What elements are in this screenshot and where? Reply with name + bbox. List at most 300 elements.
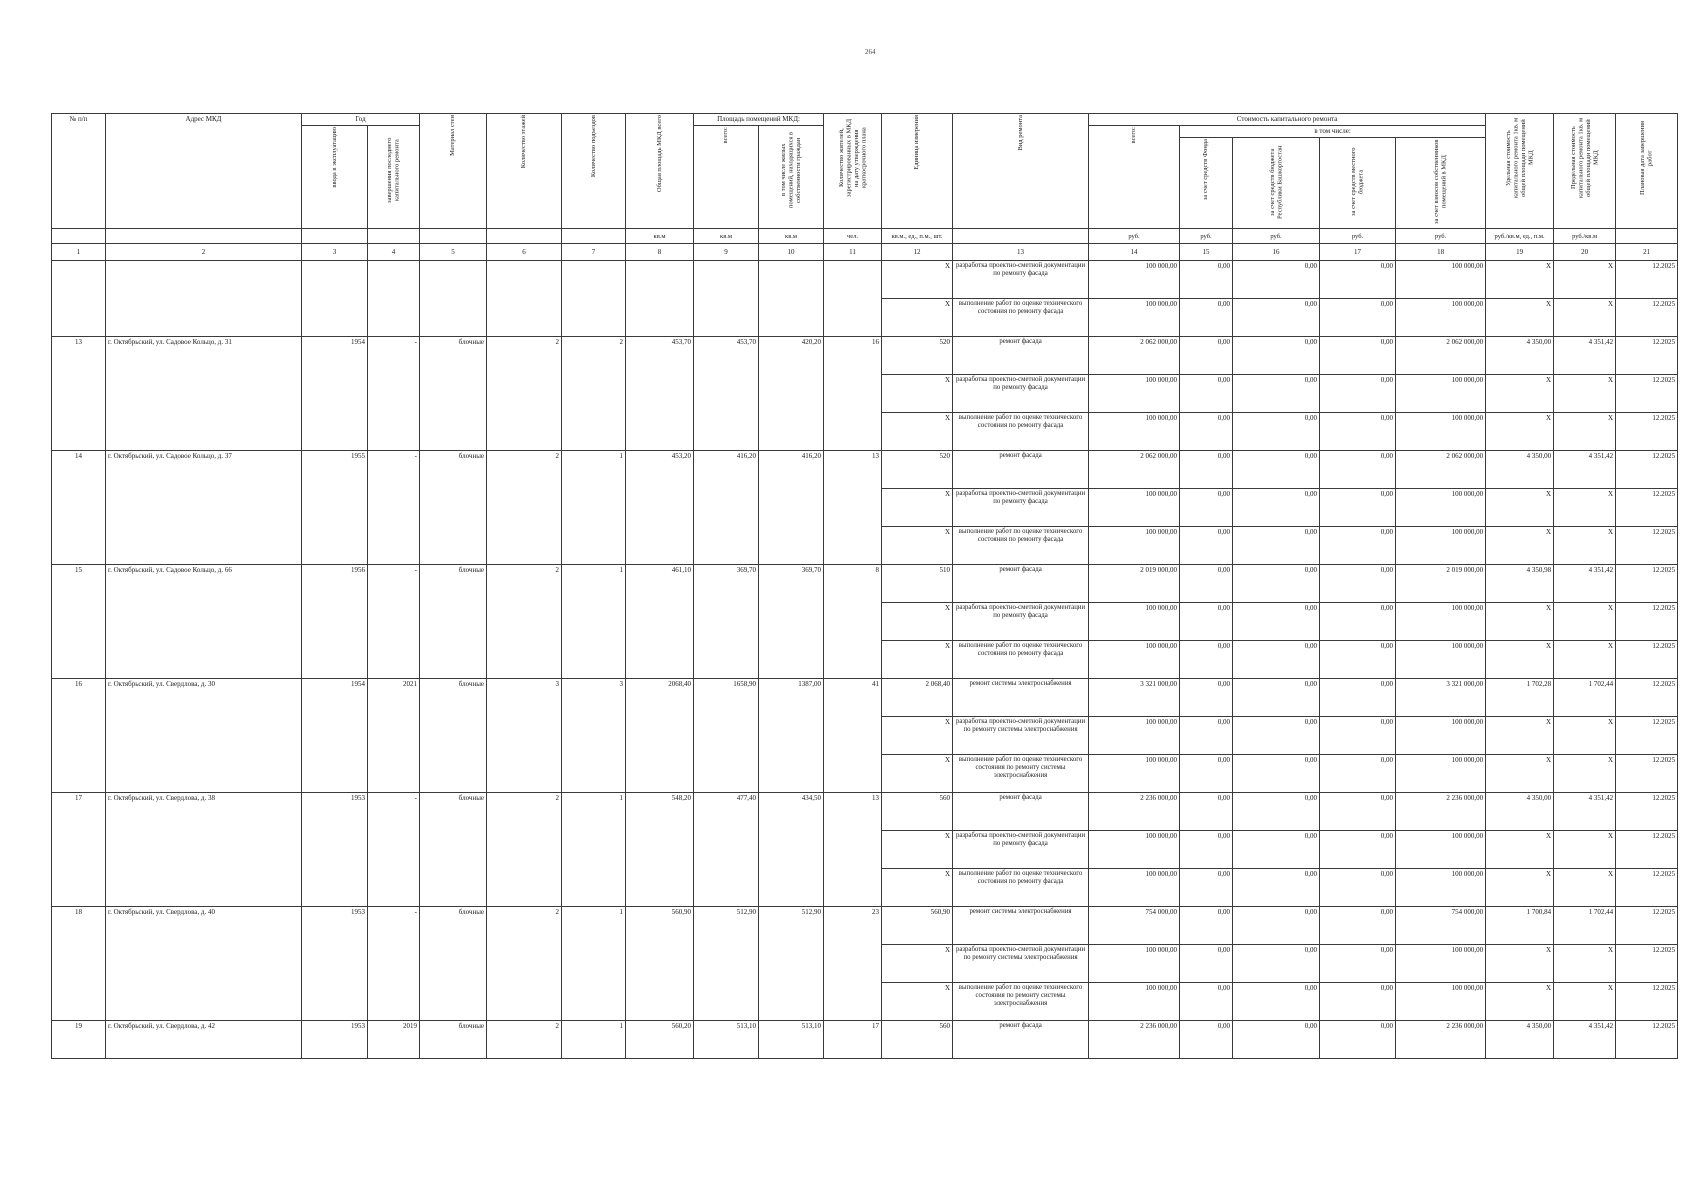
empty-cell [759, 261, 824, 337]
cost-fund: 0,00 [1180, 831, 1233, 869]
max-cost: X [1554, 641, 1616, 679]
max-cost: 4 351,42 [1554, 1021, 1616, 1059]
cost-owners: 100 000,00 [1396, 641, 1486, 679]
unit-cell: руб. [1180, 229, 1233, 244]
cost-local: 0,00 [1320, 983, 1396, 1021]
unit-value: 510 [882, 565, 953, 603]
planned-date: 12.2025 [1616, 831, 1678, 869]
premises-area: 513,10 [694, 1021, 759, 1059]
house-address: г. Октябрьский, ул. Свердлова, д. 38 [106, 793, 302, 907]
house-number: 18 [52, 907, 106, 1021]
house-address: г. Октябрьский, ул. Садовое Кольцо, д. 37 [106, 451, 302, 565]
cost-total: 2 062 000,00 [1089, 451, 1180, 489]
column-numbers-row [52, 244, 1678, 261]
unit-value: X [882, 261, 953, 299]
unit-cell [106, 229, 302, 244]
work-type: разработка проектно-сметной документации по ремонту фасада [953, 831, 1089, 869]
cost-fund: 0,00 [1180, 527, 1233, 565]
work-type: разработка проектно-сметной документации по ремонту системы электроснабжения [953, 945, 1089, 983]
cost-fund: 0,00 [1180, 489, 1233, 527]
floors-count: 2 [487, 907, 562, 1021]
unit-cell: руб. [1396, 229, 1486, 244]
header-address: Адрес МКД [106, 114, 302, 229]
cost-fund: 0,00 [1180, 793, 1233, 831]
header-cost-total: всего: [1089, 126, 1180, 229]
table-row [52, 565, 1678, 603]
cost-owners: 100 000,00 [1396, 261, 1486, 299]
unit-value: X [882, 831, 953, 869]
cost-total: 100 000,00 [1089, 755, 1180, 793]
cost-total: 2 019 000,00 [1089, 565, 1180, 603]
unit-cell: кв.м [759, 229, 824, 244]
premises-area: 1658,90 [694, 679, 759, 793]
cost-total: 100 000,00 [1089, 527, 1180, 565]
house-number: 19 [52, 1021, 106, 1059]
cost-local: 0,00 [1320, 945, 1396, 983]
work-type: ремонт фасада [953, 793, 1089, 831]
column-number-cell: 11 [824, 244, 882, 261]
column-number-cell: 8 [626, 244, 694, 261]
specific-cost: 1 702,28 [1486, 679, 1554, 717]
header-premises-residential: в том числе жилых помещений, находящихся в собственности граждан [759, 126, 824, 229]
header-cost-including: в том числе: [1180, 126, 1486, 138]
planned-date: 12.2025 [1616, 1021, 1678, 1059]
cost-fund: 0,00 [1180, 983, 1233, 1021]
cost-republic: 0,00 [1233, 299, 1320, 337]
cost-fund: 0,00 [1180, 261, 1233, 299]
page-number: 264 [865, 48, 876, 56]
residents-count: 8 [824, 565, 882, 679]
cost-republic: 0,00 [1233, 413, 1320, 451]
year-last-repair: 2019 [368, 1021, 420, 1059]
specific-cost: 4 350,98 [1486, 565, 1554, 603]
unit-value: X [882, 641, 953, 679]
column-number-cell: 17 [1320, 244, 1396, 261]
entrances-count: 1 [562, 565, 626, 679]
year-commissioning: 1954 [302, 337, 368, 451]
cost-republic: 0,00 [1233, 869, 1320, 907]
max-cost: X [1554, 261, 1616, 299]
cost-republic: 0,00 [1233, 641, 1320, 679]
wall-material: блочные [420, 565, 487, 679]
unit-value: X [882, 375, 953, 413]
unit-value: X [882, 603, 953, 641]
specific-cost: X [1486, 261, 1554, 299]
column-number-cell: 13 [953, 244, 1089, 261]
work-type: ремонт фасада [953, 1021, 1089, 1059]
entrances-count: 1 [562, 1021, 626, 1059]
table-row [52, 261, 1678, 299]
house-address: г. Октябрьский, ул. Свердлова, д. 40 [106, 907, 302, 1021]
cost-owners: 100 000,00 [1396, 945, 1486, 983]
total-area: 453,20 [626, 451, 694, 565]
work-type: выполнение работ по оценке технического состояния по ремонту фасада [953, 869, 1089, 907]
max-cost: X [1554, 299, 1616, 337]
specific-cost: X [1486, 299, 1554, 337]
cost-total: 100 000,00 [1089, 261, 1180, 299]
cost-local: 0,00 [1320, 907, 1396, 945]
planned-date: 12.2025 [1616, 907, 1678, 945]
unit-value: 560,90 [882, 907, 953, 945]
planned-date: 12.2025 [1616, 717, 1678, 755]
work-type: ремонт системы электроснабжения [953, 907, 1089, 945]
unit-cell [52, 229, 106, 244]
header-premises-group: Площадь помещений МКД: [694, 114, 824, 126]
entrances-count: 3 [562, 679, 626, 793]
cost-republic: 0,00 [1233, 907, 1320, 945]
cost-total: 100 000,00 [1089, 375, 1180, 413]
cost-fund: 0,00 [1180, 413, 1233, 451]
empty-cell [487, 261, 562, 337]
cost-total: 100 000,00 [1089, 717, 1180, 755]
cost-republic: 0,00 [1233, 1021, 1320, 1059]
floors-count: 2 [487, 793, 562, 907]
work-type: выполнение работ по оценке технического состояния по ремонту фасада [953, 641, 1089, 679]
unit-value: 560 [882, 793, 953, 831]
unit-value: 560 [882, 1021, 953, 1059]
planned-date: 12.2025 [1616, 261, 1678, 299]
house-address: г. Октябрьский, ул. Садовое Кольцо, д. 66 [106, 565, 302, 679]
unit-value: X [882, 527, 953, 565]
work-type: ремонт фасада [953, 337, 1089, 375]
total-area: 461,10 [626, 565, 694, 679]
cost-owners: 100 000,00 [1396, 527, 1486, 565]
house-number: 13 [52, 337, 106, 451]
max-cost: 4 351,42 [1554, 793, 1616, 831]
unit-cell [487, 229, 562, 244]
column-number-cell: 10 [759, 244, 824, 261]
work-type: разработка проектно-сметной документации по ремонту фасада [953, 603, 1089, 641]
cost-total: 100 000,00 [1089, 603, 1180, 641]
empty-cell [368, 261, 420, 337]
cost-republic: 0,00 [1233, 489, 1320, 527]
max-cost: 1 702,44 [1554, 907, 1616, 945]
cost-owners: 100 000,00 [1396, 375, 1486, 413]
year-last-repair: - [368, 451, 420, 565]
wall-material: блочные [420, 337, 487, 451]
cost-owners: 2 062 000,00 [1396, 337, 1486, 375]
empty-cell [824, 261, 882, 337]
planned-date: 12.2025 [1616, 299, 1678, 337]
cost-total: 2 236 000,00 [1089, 1021, 1180, 1059]
header-residents: Количество жителей, зарегистрированных в МКД на дату утверждения краткосрочного плана [824, 114, 882, 229]
cost-local: 0,00 [1320, 831, 1396, 869]
cost-local: 0,00 [1320, 527, 1396, 565]
house-number: 17 [52, 793, 106, 907]
residents-count: 13 [824, 451, 882, 565]
cost-local: 0,00 [1320, 1021, 1396, 1059]
entrances-count: 2 [562, 337, 626, 451]
specific-cost: X [1486, 375, 1554, 413]
cost-fund: 0,00 [1180, 375, 1233, 413]
table-row [52, 451, 1678, 489]
year-last-repair: - [368, 907, 420, 1021]
cost-owners: 100 000,00 [1396, 831, 1486, 869]
specific-cost: 4 350,00 [1486, 337, 1554, 375]
cost-local: 0,00 [1320, 299, 1396, 337]
cost-owners: 3 321 000,00 [1396, 679, 1486, 717]
residential-area: 512,90 [759, 907, 824, 1021]
header-year-last-repair: завершения последнего капитального ремонта [368, 126, 420, 229]
cost-owners: 100 000,00 [1396, 603, 1486, 641]
empty-cell [694, 261, 759, 337]
max-cost: 4 351,42 [1554, 337, 1616, 375]
cost-local: 0,00 [1320, 793, 1396, 831]
column-number-cell: 15 [1180, 244, 1233, 261]
column-number-cell: 7 [562, 244, 626, 261]
table-row [52, 1021, 1678, 1059]
cost-owners: 2 019 000,00 [1396, 565, 1486, 603]
empty-cell [626, 261, 694, 337]
work-type: ремонт системы электроснабжения [953, 679, 1089, 717]
work-type: выполнение работ по оценке технического состояния по ремонту системы электроснабжения [953, 755, 1089, 793]
specific-cost: 1 700,84 [1486, 907, 1554, 945]
header-premises-all: всего: [694, 126, 759, 229]
house-address: г. Октябрьский, ул. Свердлова, д. 42 [106, 1021, 302, 1059]
column-number-cell: 16 [1233, 244, 1320, 261]
cost-fund: 0,00 [1180, 565, 1233, 603]
house-number: 14 [52, 451, 106, 565]
header-specific-cost: Удельная стоимость капитального ремонта 1кв. м общей площади помещений МКД [1486, 114, 1554, 229]
cost-fund: 0,00 [1180, 603, 1233, 641]
cost-local: 0,00 [1320, 413, 1396, 451]
unit-value: X [882, 717, 953, 755]
wall-material: блочные [420, 907, 487, 1021]
header-no: № п/п [52, 114, 106, 229]
header-entrances: Количество подъездов [562, 114, 626, 229]
cost-fund: 0,00 [1180, 945, 1233, 983]
cost-total: 100 000,00 [1089, 489, 1180, 527]
unit-cell [1616, 229, 1678, 244]
cost-local: 0,00 [1320, 261, 1396, 299]
max-cost: X [1554, 603, 1616, 641]
floors-count: 2 [487, 565, 562, 679]
table-row [52, 907, 1678, 945]
planned-date: 12.2025 [1616, 679, 1678, 717]
column-number-cell: 21 [1616, 244, 1678, 261]
cost-local: 0,00 [1320, 337, 1396, 375]
total-area: 560,20 [626, 1021, 694, 1059]
cost-fund: 0,00 [1180, 907, 1233, 945]
unit-value: 520 [882, 451, 953, 489]
header-year-commissioning: ввода в эксплуатацию [302, 126, 368, 229]
floors-count: 2 [487, 337, 562, 451]
cost-fund: 0,00 [1180, 869, 1233, 907]
planned-date: 12.2025 [1616, 375, 1678, 413]
planned-date: 12.2025 [1616, 565, 1678, 603]
cost-fund: 0,00 [1180, 755, 1233, 793]
empty-cell [420, 261, 487, 337]
specific-cost: X [1486, 489, 1554, 527]
work-type: ремонт фасада [953, 565, 1089, 603]
units-row [52, 229, 1678, 244]
cost-republic: 0,00 [1233, 603, 1320, 641]
column-number-cell: 3 [302, 244, 368, 261]
premises-area: 369,70 [694, 565, 759, 679]
cost-total: 100 000,00 [1089, 641, 1180, 679]
column-number-cell: 1 [52, 244, 106, 261]
house-address: г. Октябрьский, ул. Садовое Кольцо, д. 31 [106, 337, 302, 451]
wall-material: блочные [420, 793, 487, 907]
max-cost: X [1554, 869, 1616, 907]
residential-area: 434,50 [759, 793, 824, 907]
cost-owners: 100 000,00 [1396, 489, 1486, 527]
cost-fund: 0,00 [1180, 299, 1233, 337]
column-number-cell: 2 [106, 244, 302, 261]
cost-owners: 2 236 000,00 [1396, 793, 1486, 831]
residential-area: 1387,00 [759, 679, 824, 793]
cost-republic: 0,00 [1233, 717, 1320, 755]
year-last-repair: - [368, 793, 420, 907]
specific-cost: 4 350,00 [1486, 451, 1554, 489]
table-body [52, 261, 1678, 1059]
cost-local: 0,00 [1320, 641, 1396, 679]
unit-cell [420, 229, 487, 244]
capital-repair-table [51, 113, 1678, 1059]
unit-cell: кв.м [626, 229, 694, 244]
cost-total: 2 062 000,00 [1089, 337, 1180, 375]
planned-date: 12.2025 [1616, 641, 1678, 679]
planned-date: 12.2025 [1616, 489, 1678, 527]
planned-date: 12.2025 [1616, 755, 1678, 793]
cost-republic: 0,00 [1233, 755, 1320, 793]
unit-value: X [882, 945, 953, 983]
house-number: 16 [52, 679, 106, 793]
cost-local: 0,00 [1320, 489, 1396, 527]
table-row [52, 337, 1678, 375]
planned-date: 12.2025 [1616, 983, 1678, 1021]
cost-local: 0,00 [1320, 679, 1396, 717]
residential-area: 420,20 [759, 337, 824, 451]
table-row [52, 679, 1678, 717]
cost-republic: 0,00 [1233, 527, 1320, 565]
total-area: 2068,40 [626, 679, 694, 793]
year-commissioning: 1953 [302, 793, 368, 907]
header-unit: Единица измерения [882, 114, 953, 229]
residents-count: 41 [824, 679, 882, 793]
cost-republic: 0,00 [1233, 679, 1320, 717]
column-number-cell: 4 [368, 244, 420, 261]
entrances-count: 1 [562, 451, 626, 565]
header-total-area: Общая площадь МКД всего [626, 114, 694, 229]
premises-area: 416,20 [694, 451, 759, 565]
year-commissioning: 1953 [302, 1021, 368, 1059]
work-type: разработка проектно-сметной документации по ремонту фасада [953, 489, 1089, 527]
column-number-cell: 5 [420, 244, 487, 261]
max-cost: X [1554, 945, 1616, 983]
year-last-repair: 2021 [368, 679, 420, 793]
unit-cell [562, 229, 626, 244]
max-cost: 4 351,42 [1554, 565, 1616, 603]
cost-local: 0,00 [1320, 603, 1396, 641]
cost-total: 754 000,00 [1089, 907, 1180, 945]
residents-count: 23 [824, 907, 882, 1021]
specific-cost: X [1486, 717, 1554, 755]
residents-count: 16 [824, 337, 882, 451]
house-number: 15 [52, 565, 106, 679]
cost-total: 100 000,00 [1089, 299, 1180, 337]
work-type: выполнение работ по оценке технического состояния по ремонту системы электроснабжения [953, 983, 1089, 1021]
max-cost: 4 351,42 [1554, 451, 1616, 489]
unit-cell: руб. [1233, 229, 1320, 244]
cost-fund: 0,00 [1180, 717, 1233, 755]
wall-material: блочные [420, 1021, 487, 1059]
specific-cost: X [1486, 755, 1554, 793]
max-cost: X [1554, 983, 1616, 1021]
planned-date: 12.2025 [1616, 793, 1678, 831]
cost-total: 100 000,00 [1089, 983, 1180, 1021]
cost-republic: 0,00 [1233, 261, 1320, 299]
max-cost: 1 702,44 [1554, 679, 1616, 717]
specific-cost: 4 350,00 [1486, 1021, 1554, 1059]
year-last-repair: - [368, 337, 420, 451]
unit-cell: чел. [824, 229, 882, 244]
cost-republic: 0,00 [1233, 983, 1320, 1021]
column-number-cell: 18 [1396, 244, 1486, 261]
header-year-group: Год [302, 114, 420, 126]
empty-cell [52, 261, 106, 337]
header-cost-owners: за счет взносов собственников помещений в МКД [1396, 138, 1486, 229]
max-cost: X [1554, 413, 1616, 451]
year-commissioning: 1956 [302, 565, 368, 679]
planned-date: 12.2025 [1616, 451, 1678, 489]
wall-material: блочные [420, 451, 487, 565]
max-cost: X [1554, 717, 1616, 755]
cost-local: 0,00 [1320, 375, 1396, 413]
residential-area: 513,10 [759, 1021, 824, 1059]
residents-count: 17 [824, 1021, 882, 1059]
premises-area: 512,90 [694, 907, 759, 1021]
work-type: выполнение работ по оценке технического состояния по ремонту фасада [953, 527, 1089, 565]
column-number-cell: 20 [1554, 244, 1616, 261]
work-type: разработка проектно-сметной документации по ремонту фасада [953, 261, 1089, 299]
specific-cost: X [1486, 945, 1554, 983]
cost-fund: 0,00 [1180, 337, 1233, 375]
cost-local: 0,00 [1320, 717, 1396, 755]
residential-area: 369,70 [759, 565, 824, 679]
header-cost-fund: за счет средств Фонда [1180, 138, 1233, 229]
cost-owners: 2 062 000,00 [1396, 451, 1486, 489]
cost-republic: 0,00 [1233, 375, 1320, 413]
cost-owners: 100 000,00 [1396, 983, 1486, 1021]
header-max-cost: Предельная стоимость капитального ремонта 1кв. м общей площади помещений МКД [1554, 114, 1616, 229]
cost-owners: 100 000,00 [1396, 413, 1486, 451]
cost-local: 0,00 [1320, 565, 1396, 603]
cost-total: 100 000,00 [1089, 945, 1180, 983]
cost-fund: 0,00 [1180, 679, 1233, 717]
header-cost-republic: за счет средств бюджета Республики Башкортостан [1233, 138, 1320, 229]
cost-total: 100 000,00 [1089, 413, 1180, 451]
cost-fund: 0,00 [1180, 641, 1233, 679]
total-area: 560,90 [626, 907, 694, 1021]
cost-local: 0,00 [1320, 451, 1396, 489]
header-work-type: Вид ремонта [953, 114, 1089, 229]
max-cost: X [1554, 755, 1616, 793]
unit-value: X [882, 755, 953, 793]
unit-value: X [882, 299, 953, 337]
work-type: разработка проектно-сметной документации по ремонту системы электроснабжения [953, 717, 1089, 755]
cost-republic: 0,00 [1233, 831, 1320, 869]
unit-cell: кв.м., ед., п.м., шт. [882, 229, 953, 244]
floors-count: 3 [487, 679, 562, 793]
unit-cell: руб. [1089, 229, 1180, 244]
unit-value: X [882, 869, 953, 907]
planned-date: 12.2025 [1616, 527, 1678, 565]
cost-republic: 0,00 [1233, 945, 1320, 983]
empty-cell [106, 261, 302, 337]
total-area: 453,70 [626, 337, 694, 451]
cost-owners: 100 000,00 [1396, 869, 1486, 907]
